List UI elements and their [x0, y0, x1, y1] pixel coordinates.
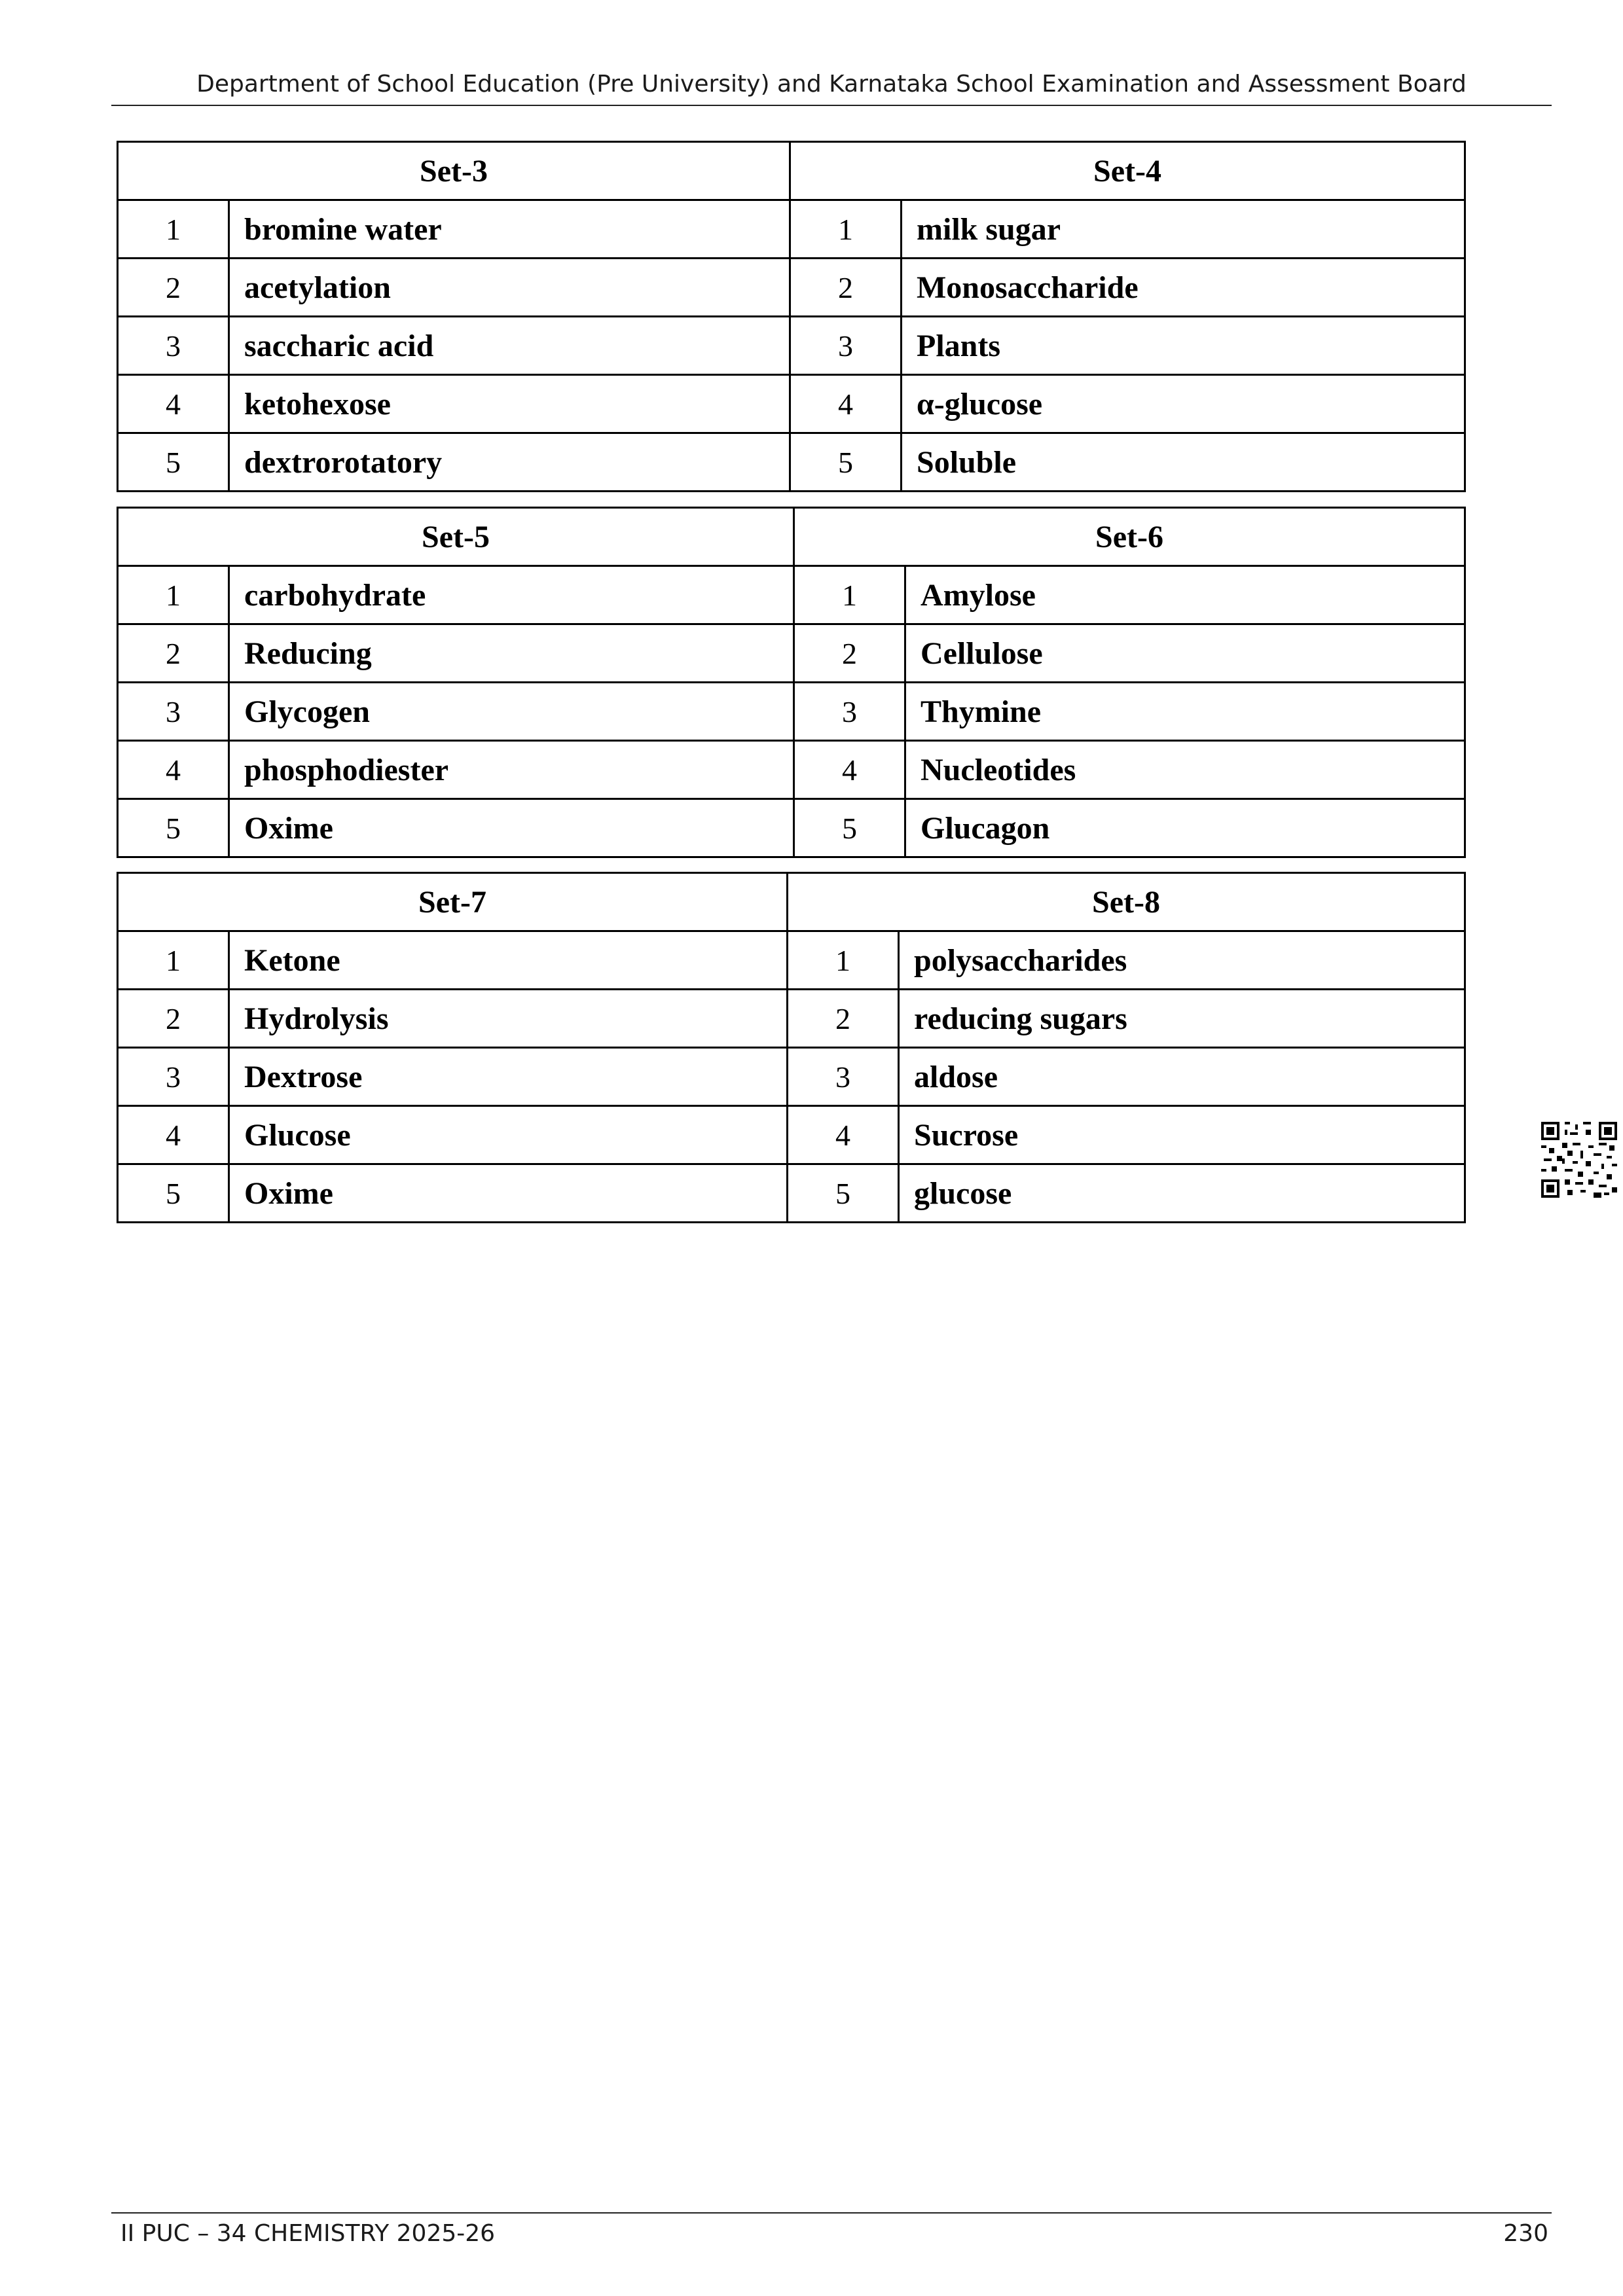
item-number: 3	[790, 317, 902, 375]
table-row	[118, 375, 1465, 433]
item-answer: Monosaccharide	[902, 259, 1465, 317]
table-row	[118, 990, 1465, 1048]
item-answer: dextrorotatory	[229, 433, 790, 492]
item-answer: ketohexose	[229, 375, 790, 433]
item-answer: Glucagon	[905, 799, 1465, 857]
footer-subject: II PUC – 34 CHEMISTRY 2025-26	[120, 2220, 496, 2247]
item-answer: reducing sugars	[899, 990, 1465, 1048]
item-number: 4	[118, 1106, 229, 1164]
item-answer: aldose	[899, 1048, 1465, 1106]
item-number: 5	[118, 799, 229, 857]
item-number: 5	[118, 433, 229, 492]
page-number: 230	[1503, 2220, 1548, 2247]
item-number: 3	[118, 683, 229, 741]
item-answer: Plants	[902, 317, 1465, 375]
table-row	[118, 200, 1465, 259]
item-answer: acetylation	[229, 259, 790, 317]
item-number: 3	[788, 1048, 899, 1106]
item-number: 1	[118, 931, 229, 990]
item-answer: Ketone	[229, 931, 788, 990]
item-number: 5	[118, 1164, 229, 1223]
table-row	[118, 1164, 1465, 1223]
item-number: 3	[118, 317, 229, 375]
item-answer: Glucose	[229, 1106, 788, 1164]
answer-table-set7-set8	[117, 872, 1464, 1223]
item-number: 4	[788, 1106, 899, 1164]
table-row	[118, 566, 1465, 624]
item-number: 2	[790, 259, 902, 317]
table-row	[118, 931, 1465, 990]
item-number: 4	[118, 741, 229, 799]
item-answer: Dextrose	[229, 1048, 788, 1106]
item-answer: Sucrose	[899, 1106, 1465, 1164]
item-answer: Amylose	[905, 566, 1465, 624]
item-number: 1	[794, 566, 905, 624]
item-answer: Oxime	[229, 799, 794, 857]
item-number: 1	[118, 200, 229, 259]
table-row	[118, 624, 1465, 683]
set-title: Set-4	[790, 142, 1465, 200]
table-row	[118, 741, 1465, 799]
item-answer: Hydrolysis	[229, 990, 788, 1048]
item-number: 5	[788, 1164, 899, 1223]
table-row	[118, 259, 1465, 317]
item-answer: Glycogen	[229, 683, 794, 741]
item-answer: α-glucose	[902, 375, 1465, 433]
answer-table-set5-set6	[117, 507, 1464, 858]
footer-divider	[111, 2212, 1552, 2214]
item-number: 2	[118, 624, 229, 683]
item-answer: Oxime	[229, 1164, 788, 1223]
set-title: Set-6	[794, 508, 1465, 566]
set-title: Set-7	[118, 873, 788, 931]
item-answer: Cellulose	[905, 624, 1465, 683]
item-number: 4	[118, 375, 229, 433]
set-title: Set-3	[118, 142, 790, 200]
item-answer: phosphodiester	[229, 741, 794, 799]
answer-table-set3-set4	[117, 141, 1464, 492]
item-number: 2	[788, 990, 899, 1048]
item-answer: Soluble	[902, 433, 1465, 492]
item-answer: carbohydrate	[229, 566, 794, 624]
set-title: Set-5	[118, 508, 794, 566]
item-number: 1	[788, 931, 899, 990]
item-number: 5	[794, 799, 905, 857]
item-number: 2	[118, 990, 229, 1048]
page-header: Department of School Education (Pre University) and Karnataka School Examination and Assessment Board	[196, 71, 1467, 98]
item-number: 1	[790, 200, 902, 259]
qr-code-icon	[1541, 1122, 1617, 1198]
item-answer: polysaccharides	[899, 931, 1465, 990]
header-divider	[111, 105, 1552, 106]
item-answer: saccharic acid	[229, 317, 790, 375]
item-answer: bromine water	[229, 200, 790, 259]
item-number: 3	[794, 683, 905, 741]
item-number: 4	[794, 741, 905, 799]
table-row	[118, 433, 1465, 492]
item-answer: milk sugar	[902, 200, 1465, 259]
item-number: 5	[790, 433, 902, 492]
item-answer: Thymine	[905, 683, 1465, 741]
table-row	[118, 683, 1465, 741]
item-number: 4	[790, 375, 902, 433]
item-answer: glucose	[899, 1164, 1465, 1223]
table-row	[118, 317, 1465, 375]
table-row	[118, 1048, 1465, 1106]
item-answer: Reducing	[229, 624, 794, 683]
item-number: 2	[118, 259, 229, 317]
item-number: 2	[794, 624, 905, 683]
item-number: 3	[118, 1048, 229, 1106]
table-row	[118, 1106, 1465, 1164]
set-title: Set-8	[788, 873, 1465, 931]
item-number: 1	[118, 566, 229, 624]
item-answer: Nucleotides	[905, 741, 1465, 799]
table-row	[118, 799, 1465, 857]
